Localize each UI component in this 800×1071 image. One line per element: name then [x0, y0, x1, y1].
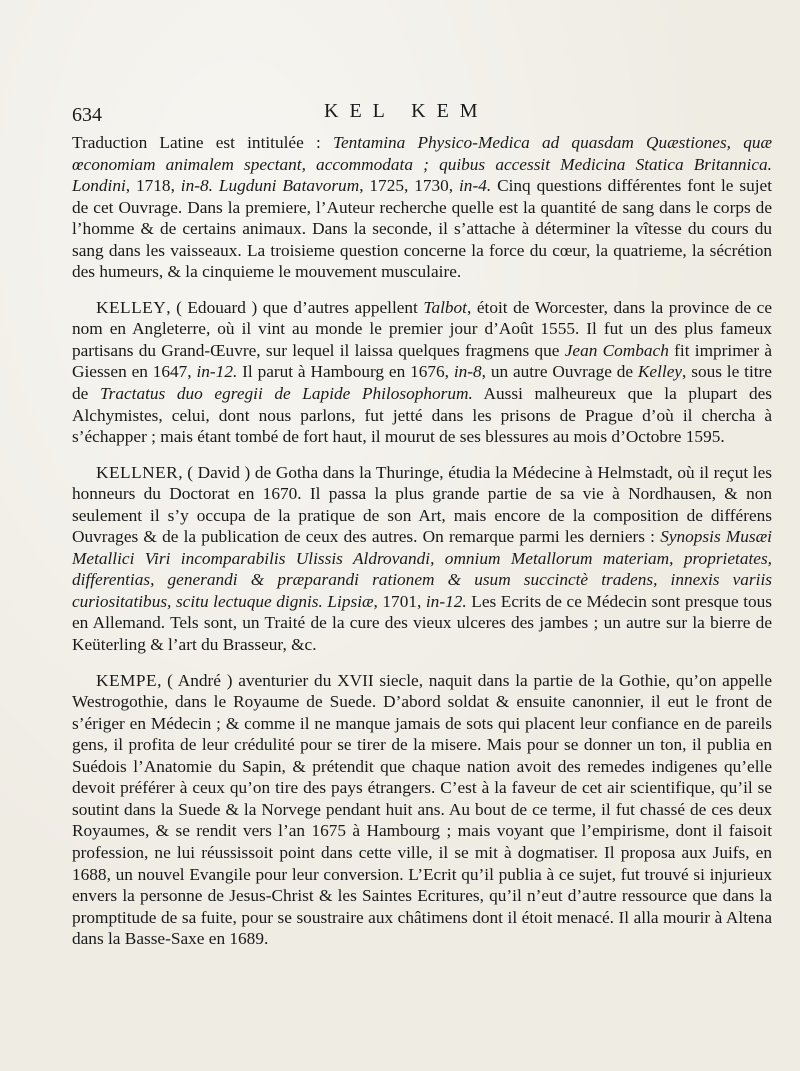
- text-run: , 1701,: [373, 591, 426, 611]
- text-run: , étoit de Worcester, dans la province de ce nom en Angleterre, où il vint au monde le premier jour d’Août 1555. Il fut un des plus fameux partisans du Grand-Œuvre, sur lequel il laissa quelques fragmens que: [72, 297, 772, 360]
- text-run: Il parut à Hambourg en 1676,: [237, 362, 454, 382]
- text-run: Les Ecrits de ce Médecin sont presque tous en Allemand. Tels sont, un Traité de la cure des vieux ulceres des jambes ; un autre sur la bierre de Keüterling & l’art du Brasseur, &c.: [72, 591, 772, 655]
- italic-title: Tractatus duo egregii de Lapide Philosophorum.: [99, 384, 473, 404]
- text-run: , ( Edouard ) que d’autres appellent: [166, 297, 424, 317]
- text-run: , sous le titre de: [72, 362, 772, 404]
- text-run: , un autre Ouvrage de: [481, 362, 638, 382]
- italic-format: in-12.: [196, 362, 238, 382]
- page-number: 634: [72, 104, 102, 126]
- text-run: , ( David ) de Gotha dans la Thuringe, étudia la Médecine à Helmstadt, où il reçut les honneurs du Doctorat en 1670. Il passa la plus grande partie de sa vie à Nordhausen, & non seulement il s’y occupa de la pratique de son Art, mais encore de la composition de différens Ouvrages & de la publication de ceux des autres. On remarque parmi les derniers :: [72, 462, 772, 547]
- text-run: Aussi malheureux que la plupart des Alchymistes, celui, dont nous parlons, fut jetté dans les prisons de Prague d’où il chercha à s’échapper ; mais étant tombé de fort haut, il mourut de ses blessures au mois d’Octobre 1595.: [72, 384, 773, 447]
- italic-name: Kelley: [637, 362, 683, 382]
- paragraph-continuation: [72, 132, 772, 283]
- text-run: Cinq questions différentes font le sujet de cet Ouvrage. Dans la premiere, l’Auteur recherche quelle est la quantité de sang dans le corps de l’homme & de certains animaux. Dans la seconde, il s’attache à déterminer la vîtesse du cours du sang dans les vaisseaux. La troisieme question concerne la force du cœur, la quatrieme, la sécrétion des humeurs, & la cinquieme le mouvement musculaire.: [72, 176, 773, 282]
- running-head: KEL KEM: [324, 100, 489, 122]
- body-text: [72, 132, 772, 950]
- italic-text: in-8. Lugduni Batavorum: [180, 176, 360, 196]
- paragraph-gap: [72, 656, 772, 670]
- entry-name: KELLEY: [96, 297, 167, 317]
- paragraph-gap: [72, 448, 772, 462]
- page-header: [72, 98, 772, 128]
- italic-format: in-12.: [425, 591, 467, 611]
- italic-name: Jean Combach: [564, 340, 669, 360]
- italic-title: Tentamina Physico-Medica ad quasdam Quæstiones, quæ œconomiam animalem spectant, accommodata ; quibus accessit Medicina Statica Britannica. Londini: [72, 133, 773, 196]
- entry-name: KEMPE: [96, 670, 158, 690]
- entry-name: KELLNER: [96, 462, 179, 482]
- text-run: fit imprimer à Giessen en 1647,: [72, 340, 773, 382]
- text-run: , ( André ) aventurier du XVII siecle, naquit dans la partie de la Gothie, qu’on appelle Westrogothie, dans le Royaume de Suede. D’abord soldat & ensuite canonnier, il eut le front de s’ériger en Médecin ; & comme il ne manque jamais de sots qui placent leur confiance en de pareils gens, il profita de leur crédulité pour se tirer de la misere. Mais pour se donner un ton, il publia en Suédois l’Anatomie du Sapin, & prétendit que chaque nation avoit des remedes indigenes qu’elle devoit préférer à ceux qu’on tire des pays étrangers. C’est à la faveur de cet air scientifique, qu’il se soutint dans la Suede & la Norvege pendant huit ans. Au bout de ce terme, il fut chassé de ces deux Royaumes, & se rendit vers l’an 1675 à Hambourg ; mais voyant que l’empirisme, dont il faisoit profession, ne lui réussissoit point dans cette ville, il se mit à dogmatiser. Il proposa aux Juifs, en 1688, un nouvel Evangile pour leur conversion. L’Ecrit qu’il publia à ce sujet, fut trouvé si injurieux envers la personne de Jesus-Christ & les Saintes Ecritures, qu’il n’eut d’autre ressource que dans la promptitude de sa fuite, pour se soustraire aux châtimens dont il étoit menacé. Il alla mourir à Altena dans la Basse-Saxe en 1689.: [72, 670, 772, 949]
- text-run: Traduction Latine est intitulée :: [72, 133, 333, 152]
- italic-format: in-8: [453, 362, 482, 382]
- entry-kempe: [72, 670, 772, 950]
- italic-title: Synopsis Musæi Metallici Viri incomparabilis Ulissis Aldrovandi, omnium Metallorum materiam, proprietates, differentias, generandi & præparandi rationem & usum succinctè tradens, innexis variis curiositatibus, scitu lectuque dignis. Lipsiæ: [72, 527, 772, 611]
- entry-kelley: [72, 297, 772, 448]
- text-run: , 1725, 1730,: [359, 176, 459, 196]
- italic-format: in-4.: [459, 176, 492, 196]
- entry-kellner: [72, 462, 772, 656]
- text-run: , 1718,: [125, 176, 181, 196]
- italic-name: Talbot: [423, 297, 467, 317]
- paragraph-gap: [72, 283, 772, 297]
